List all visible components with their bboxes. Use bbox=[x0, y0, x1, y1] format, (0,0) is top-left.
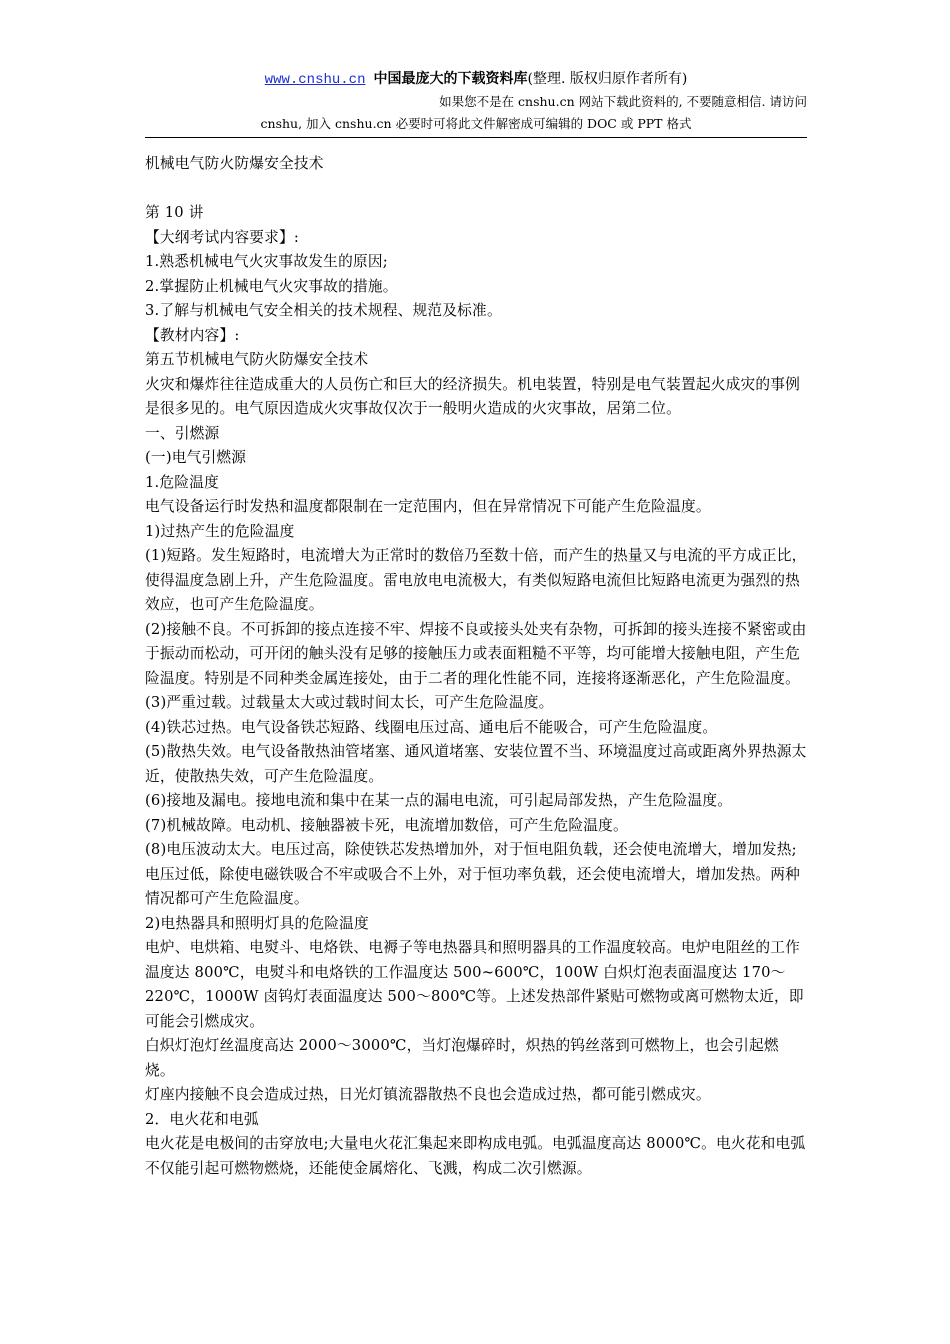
section-heading: 第五节机械电气防火防爆安全技术 bbox=[145, 351, 369, 368]
document-body bbox=[145, 152, 807, 1181]
header-rule bbox=[145, 137, 807, 138]
doc-title: 机械电气防火防爆安全技术 bbox=[145, 155, 324, 172]
paragraph: (4)铁芯过热。电气设备铁芯短路、线圈电压过高、通电后不能吸合，可产生危险温度。 bbox=[145, 718, 718, 736]
heading: (一)电气引燃源 bbox=[145, 449, 247, 466]
paragraph: 电炉、电烘箱、电熨斗、电烙铁、电褥子等电热器具和照明器具的工作温度较高。电炉电阻丝的工作温度达 800℃，电熨斗和电烙铁的工作温度达 500~600℃，100W 白炽灯泡表面温度达 170～220℃，1000W 卤钨灯表面温度达 500～800℃等。上述发热部件紧贴可燃物或离可燃物太近，即可能会引燃成灾。 bbox=[145, 939, 804, 1030]
page-header bbox=[145, 68, 807, 138]
heading: 一、引燃源 bbox=[145, 424, 220, 442]
paragraph: 3.了解与机械电气安全相关的技术规程、规范及标准。 bbox=[145, 302, 502, 319]
blank-line bbox=[145, 177, 807, 202]
paragraph: (7)机械故障。电动机、接触器被卡死，电流增加数倍，可产生危险温度。 bbox=[145, 816, 628, 834]
lecture-number: 第 10 讲 bbox=[145, 204, 204, 221]
paragraph: 灯座内接触不良会造成过热，日光灯镇流器散热不良也会造成过热，都可能引燃成灾。 bbox=[145, 1086, 711, 1103]
paragraph: (5)散热失效。电气设备散热油管堵塞、通风道堵塞、安装位置不当、环境温度过高或距离外界热源太近，使散热失效，可产生危险温度。 bbox=[145, 743, 807, 785]
site-slogan-suffix: (整理. 版权归原作者所有) bbox=[527, 71, 688, 87]
header-line-2: 如果您不是在 cnshu.cn 网站下载此资料的, 不要随意相信. 请访问 bbox=[439, 94, 807, 109]
site-link[interactable]: www.cnshu.cn bbox=[264, 72, 366, 88]
paragraph: 电火花是电极间的击穿放电;大量电火花汇集起来即构成电弧。电弧温度高达 8000℃。电火花和电弧不仅能引起可燃物燃烧，还能使金属熔化、飞溅，构成二次引燃源。 bbox=[145, 1135, 806, 1177]
paragraph: 电气设备运行时发热和温度都限制在一定范围内，但在异常情况下可能产生危险温度。 bbox=[145, 498, 711, 515]
site-slogan: 中国最庞大的下载资料库 bbox=[373, 71, 528, 87]
paragraph: (3)严重过载。过载量太大或过载时间太长，可产生危险温度。 bbox=[145, 694, 554, 711]
paragraph: (1)短路。发生短路时，电流增大为正常时的数倍乃至数十倍，而产生的热量又与电流的平方成正比，使得温度急剧上升，产生危险温度。雷电放电电流极大，有类似短路电流但比短路电流更为强烈的热效应，也可产生危险温度。 bbox=[145, 547, 807, 613]
header-line-1 bbox=[145, 68, 807, 91]
header-line-3: cnshu, 加入 cnshu.cn 必要时可将此文件解密成可编辑的 DOC 或 PPT 格式 bbox=[260, 116, 692, 131]
paragraph: (2)接触不良。不可拆卸的接点连接不牢、焊接不良或接头处夹有杂物，可拆卸的接头连接不紧密或由于振动而松动，可开闭的触头没有足够的接触压力或表面粗糙不平等，均可能增大接触电阻，产生危险温度。特别是不同种类金属连接处，由于二者的理化性能不同，连接将逐渐恶化，产生危险温度。 bbox=[145, 620, 807, 687]
paragraph: 2.掌握防止机械电气火灾事故的措施。 bbox=[145, 277, 398, 295]
paragraph: 【教材内容】: bbox=[145, 326, 240, 344]
heading: 2．电火花和电弧 bbox=[145, 1110, 259, 1128]
paragraph: 白炽灯泡灯丝温度高达 2000～3000℃，当灯泡爆碎时，炽热的钨丝落到可燃物上，也会引起燃烧。 bbox=[145, 1037, 779, 1079]
paragraph: (6)接地及漏电。接地电流和集中在某一点的漏电电流，可引起局部发热，产生危险温度。 bbox=[145, 792, 733, 809]
paragraph: 火灾和爆炸往往造成重大的人员伤亡和巨大的经济损失。机电装置，特别是电气装置起火成灾的事例是很多见的。电气原因造成火灾事故仅次于一般明火造成的火灾事故，居第二位。 bbox=[145, 375, 801, 417]
paragraph: 【大纲考试内容要求】: bbox=[145, 228, 300, 246]
heading: 1.危险温度 bbox=[145, 473, 219, 491]
heading: 1)过热产生的危险温度 bbox=[145, 522, 295, 540]
paragraph: (8)电压波动太大。电压过高，除使铁芯发热增加外，对于恒电阻负载，还会使电流增大，增加发热;电压过低，除使电磁铁吸合不牢或吸合不上外，对于恒功率负载，还会使电流增大，增加发热。两种情况都可产生危险温度。 bbox=[145, 841, 801, 907]
heading: 2)电热器具和照明灯具的危险温度 bbox=[145, 914, 369, 932]
paragraph: 1.熟悉机械电气火灾事故发生的原因; bbox=[145, 253, 388, 270]
